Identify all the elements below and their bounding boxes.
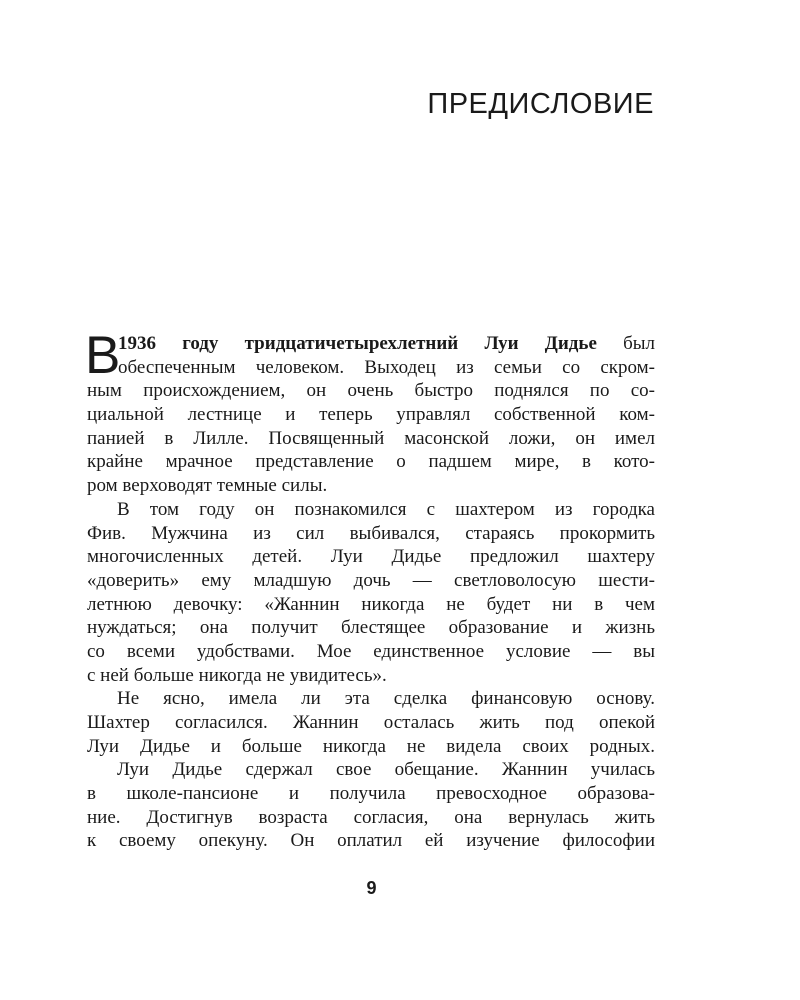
drop-cap: В: [85, 326, 121, 385]
lead-in-rest: был: [596, 333, 656, 354]
text-line: панией в Лилле. Посвященный масонской ложи, он имел: [87, 427, 655, 449]
text-line: в школе-пансионе и получила превосходное образова-: [87, 783, 655, 805]
text-line: обеспеченным человеком. Выходец из семьи со скром-: [118, 356, 655, 378]
paragraph-3: [87, 687, 655, 758]
text-line: со всеми удобствами. Мое единственное условие — вы: [87, 640, 655, 662]
text-line: многочисленных детей. Луи Дидье предложил шахтеру: [87, 546, 655, 568]
text-line: «доверить» ему младшую дочь — светловолосую шести-: [87, 569, 655, 591]
text-line: В том году он познакомился с шахтером из городка: [117, 498, 655, 520]
text-line: с ней больше никогда не увидитесь».: [87, 664, 387, 686]
chapter-title: ПРЕДИСЛОВИЕ: [427, 88, 654, 120]
text-line: Луи Дидье сдержал свое обещание. Жаннин училась: [117, 759, 655, 781]
text-line: летнюю девочку: «Жаннин никогда не будет ни в чем: [87, 593, 655, 615]
text-line: нуждаться; она получит блестящее образование и жизнь: [87, 617, 655, 639]
text-line: крайне мрачное представление о падшем мире, в кото-: [87, 451, 655, 473]
text-line: к своему опекуну. Он оплатил ей изучение философии: [87, 830, 655, 852]
text-line: Луи Дидье и больше никогда не видела своих родных.: [87, 735, 655, 757]
lead-in-bold: 1936 году тридцатичетырехлетний Луи Дидье: [118, 333, 597, 354]
text-line: Не ясно, имела ли эта сделка финансовую основу.: [117, 688, 655, 710]
page-number: 9: [366, 878, 377, 898]
text-line: Шахтер согласился. Жаннин осталась жить под опекой: [87, 712, 655, 733]
text-line: Фив. Мужчина из сил выбивался, стараясь прокормить: [87, 522, 655, 544]
text-line: ным происхождением, он очень быстро поднялся по со-: [87, 380, 655, 402]
paragraph-4: [87, 758, 655, 853]
text-line: [87, 332, 655, 356]
text-line: ром верховодят темные силы.: [87, 475, 328, 497]
body-text: [85, 326, 656, 853]
paragraph-2: [87, 498, 655, 688]
paragraph-1: [85, 326, 656, 498]
text-line: циальной лестнице и теперь управлял собственной ком-: [87, 404, 655, 426]
text-line: ние. Достигнув возраста согласия, она вернулась жить: [87, 806, 655, 828]
